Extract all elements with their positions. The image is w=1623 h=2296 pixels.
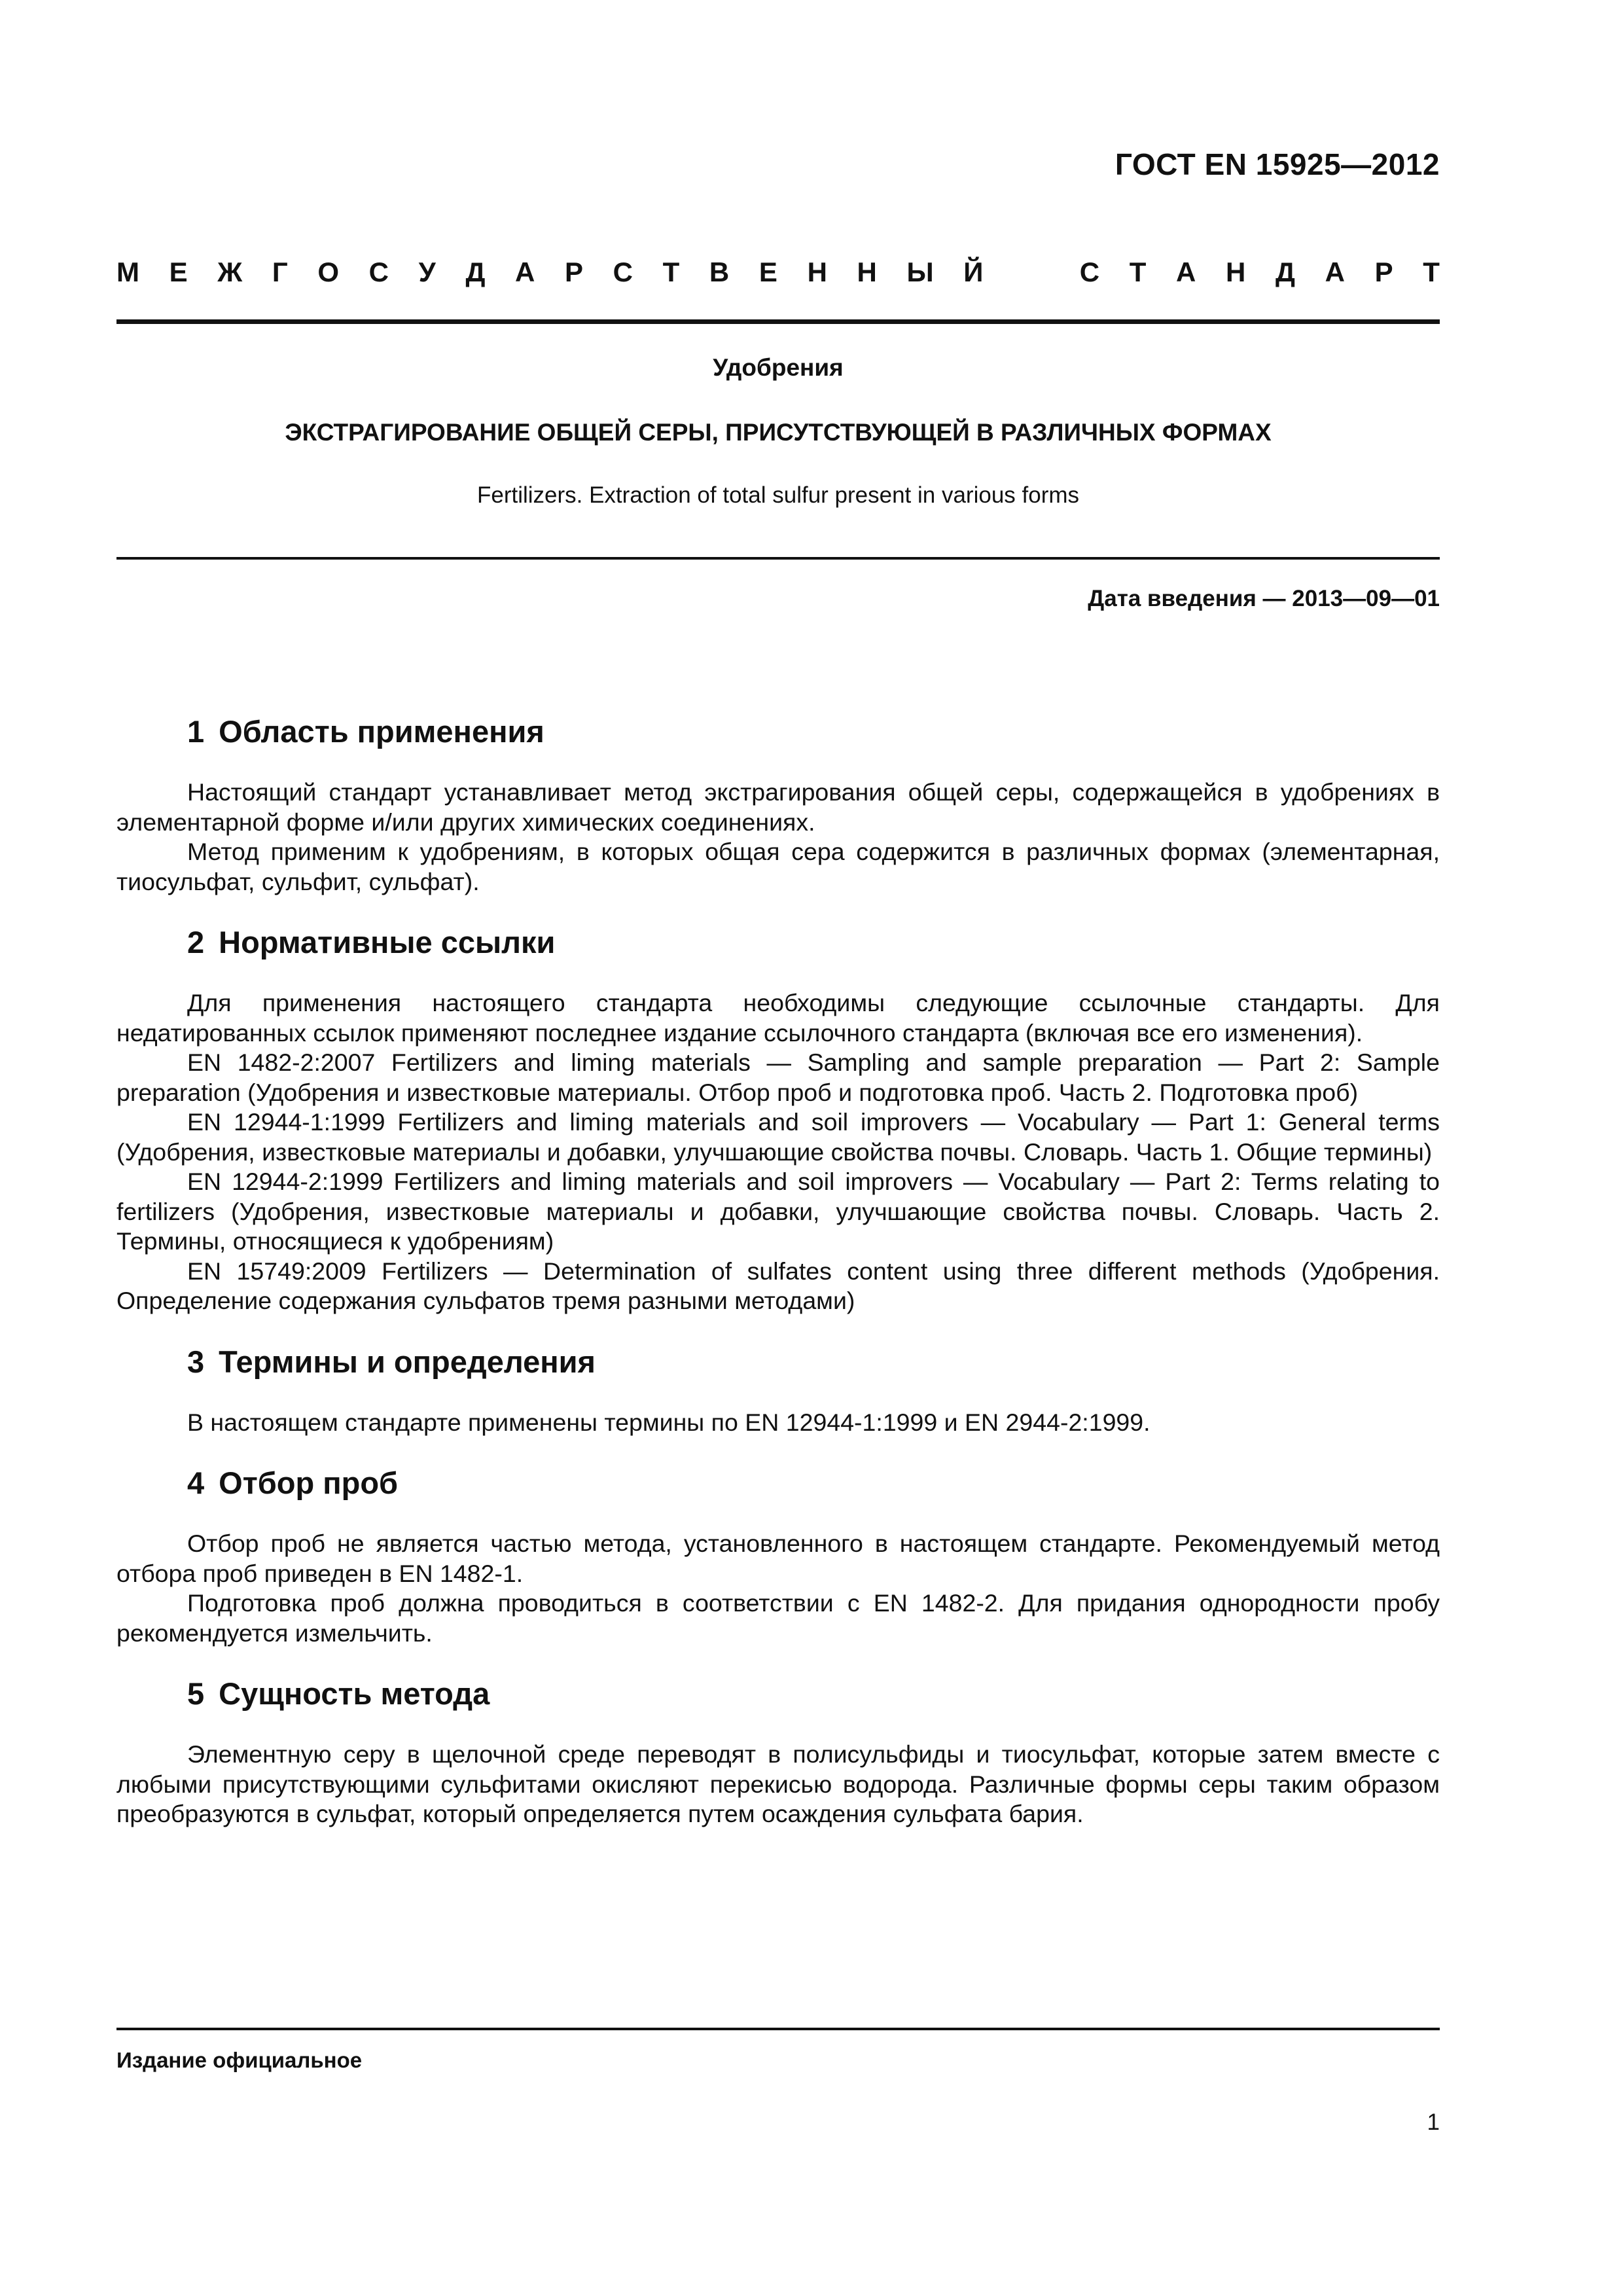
paragraph: Настоящий стандарт устанавливает метод экстрагирования общей серы, содержащейся в удобрениях в элементарной форме и/или других химических соединениях. — [116, 778, 1440, 836]
spaced-letter: Т — [662, 257, 680, 287]
spaced-letter: С — [1079, 257, 1100, 287]
spaced-letter: М — [116, 257, 139, 287]
spaced-letter: Е — [169, 257, 188, 287]
section-paragraphs — [116, 988, 1440, 1316]
section-heading — [116, 1463, 1440, 1503]
spaced-letter: Т — [1423, 257, 1440, 287]
official-edition-label: Издание официальное — [116, 2048, 363, 2072]
section-title: Термины и определения — [219, 1344, 596, 1379]
section-number: 4 — [187, 1465, 205, 1500]
spaced-letter: У — [418, 257, 436, 287]
section-heading — [116, 1674, 1440, 1713]
page-number: 1 — [1427, 2109, 1440, 2135]
spaced-letter: С — [613, 257, 633, 287]
section-number: 3 — [187, 1344, 205, 1379]
reference-item: EN 12944-1:1999 Fertilizers and liming materials and soil improvers — Vocabulary — Part 1: General terms (Удобрения, известковые материалы и добавки, улучшающие свойства почвы. Словарь. Часть 1. Общие термины) — [116, 1108, 1440, 1166]
reference-item: EN 12944-2:1999 Fertilizers and liming materials and soil improvers — Vocabulary — Part 2: Terms relating to fertilizers (Удобрения, известковые материалы и добавки, улучшающие свойства почвы. Словарь. Часть 2. Термины, относящиеся к удобрениям) — [116, 1168, 1440, 1255]
section-paragraphs — [116, 1740, 1440, 1829]
paragraph: Элементную серу в щелочной среде переводят в полисульфиды и тиосульфат, которые затем вместе с любыми присутствующими сульфитами окисляют перекисью водорода. Различные формы серы таким образом преобразуются в сульфат, который определяется путем осаждения сульфата бария. — [116, 1740, 1440, 1827]
spaced-letter: В — [709, 257, 730, 287]
spaced-letter: Н — [807, 257, 827, 287]
section-paragraphs — [116, 1408, 1440, 1438]
section-number: 5 — [187, 1676, 205, 1711]
footer-divider — [116, 2028, 1440, 2030]
reference-item: EN 1482-2:2007 Fertilizers and liming materials — Sampling and sample preparation — Part 2: Sample preparation (Удобрения и известковые материалы. Отбор проб и подготовка проб. Часть 2. Подготовка проб) — [116, 1049, 1440, 1106]
document-number: ГОСТ EN 15925—2012 — [1115, 147, 1440, 181]
spaced-letter: С — [368, 257, 389, 287]
document-page — [116, 0, 1440, 2296]
paragraph: Отбор проб не является частью метода, установленного в настоящем стандарте. Рекомендуемый метод отбора проб приведен в EN 1482-1. — [116, 1530, 1440, 1587]
document-title-ru: ЭКСТРАГИРОВАНИЕ ОБЩЕЙ СЕРЫ, ПРИСУТСТВУЮЩЕЙ В РАЗЛИЧНЫХ ФОРМАХ — [285, 419, 1272, 446]
paragraph: В настоящем стандарте применены термины по EN 12944-1:1999 и EN 2944-2:1999. — [187, 1408, 1150, 1436]
spaced-letter: Д — [1275, 257, 1295, 287]
section-title: Нормативные ссылки — [219, 925, 556, 960]
section-principle — [116, 1674, 1440, 1829]
paragraph: Для применения настоящего стандарта необходимы следующие ссылочные стандарты. Для недатированных ссылок применяют последнее издание ссылочного стандарта (включая все его изменения). — [116, 989, 1440, 1047]
reference-item: EN 15749:2009 Fertilizers — Determination of sulfates content using three different methods (Удобрения. Определение содержания сульфатов тремя разными методами) — [116, 1257, 1440, 1314]
spaced-letter: А — [1325, 257, 1345, 287]
spaced-letter: О — [317, 257, 340, 287]
section-title: Отбор проб — [219, 1465, 399, 1500]
section-heading — [116, 923, 1440, 962]
spaced-letter: Р — [1374, 257, 1393, 287]
standard-type-band — [116, 257, 1440, 288]
section-number: 2 — [187, 925, 205, 960]
spaced-letter: Т — [1129, 257, 1147, 287]
section-title: Область применения — [219, 714, 544, 749]
spaced-letter: Й — [963, 257, 984, 287]
spaced-letter: Ы — [906, 257, 934, 287]
section-title: Сущность метода — [219, 1676, 490, 1711]
spaced-letter: Н — [857, 257, 877, 287]
spaced-letter: А — [515, 257, 535, 287]
spaced-letter: Р — [564, 257, 583, 287]
header-divider — [116, 319, 1440, 324]
introduction-date: Дата введения — 2013—09—01 — [1088, 586, 1440, 611]
spaced-letter: Н — [1226, 257, 1246, 287]
spaced-letter: Ж — [217, 257, 243, 287]
spaced-letter: Д — [465, 257, 486, 287]
document-body — [116, 712, 1440, 1856]
section-terms — [116, 1342, 1440, 1438]
spaced-letter: Е — [758, 257, 777, 287]
document-title-en: Fertilizers. Extraction of total sulfur present in various forms — [476, 482, 1080, 508]
paragraph: Метод применим к удобрениям, в которых общая сера содержится в различных формах (элементарная, тиосульфат, сульфит, сульфат). — [116, 838, 1440, 895]
section-number: 1 — [187, 714, 205, 749]
section-normative-references — [116, 923, 1440, 1316]
section-heading — [116, 712, 1440, 751]
document-subject: Удобрения — [713, 354, 844, 381]
spaced-letter: Г — [272, 257, 288, 287]
section-sampling — [116, 1463, 1440, 1648]
spaced-letter: А — [1176, 257, 1196, 287]
section-paragraphs — [116, 1529, 1440, 1648]
section-paragraphs — [116, 778, 1440, 897]
section-scope — [116, 712, 1440, 897]
title-divider — [116, 557, 1440, 560]
word-gap — [1013, 257, 1050, 288]
section-heading — [116, 1342, 1440, 1382]
paragraph: Подготовка проб должна проводиться в соответствии с EN 1482-2. Для придания однородности пробу рекомендуется измельчить. — [116, 1589, 1440, 1647]
